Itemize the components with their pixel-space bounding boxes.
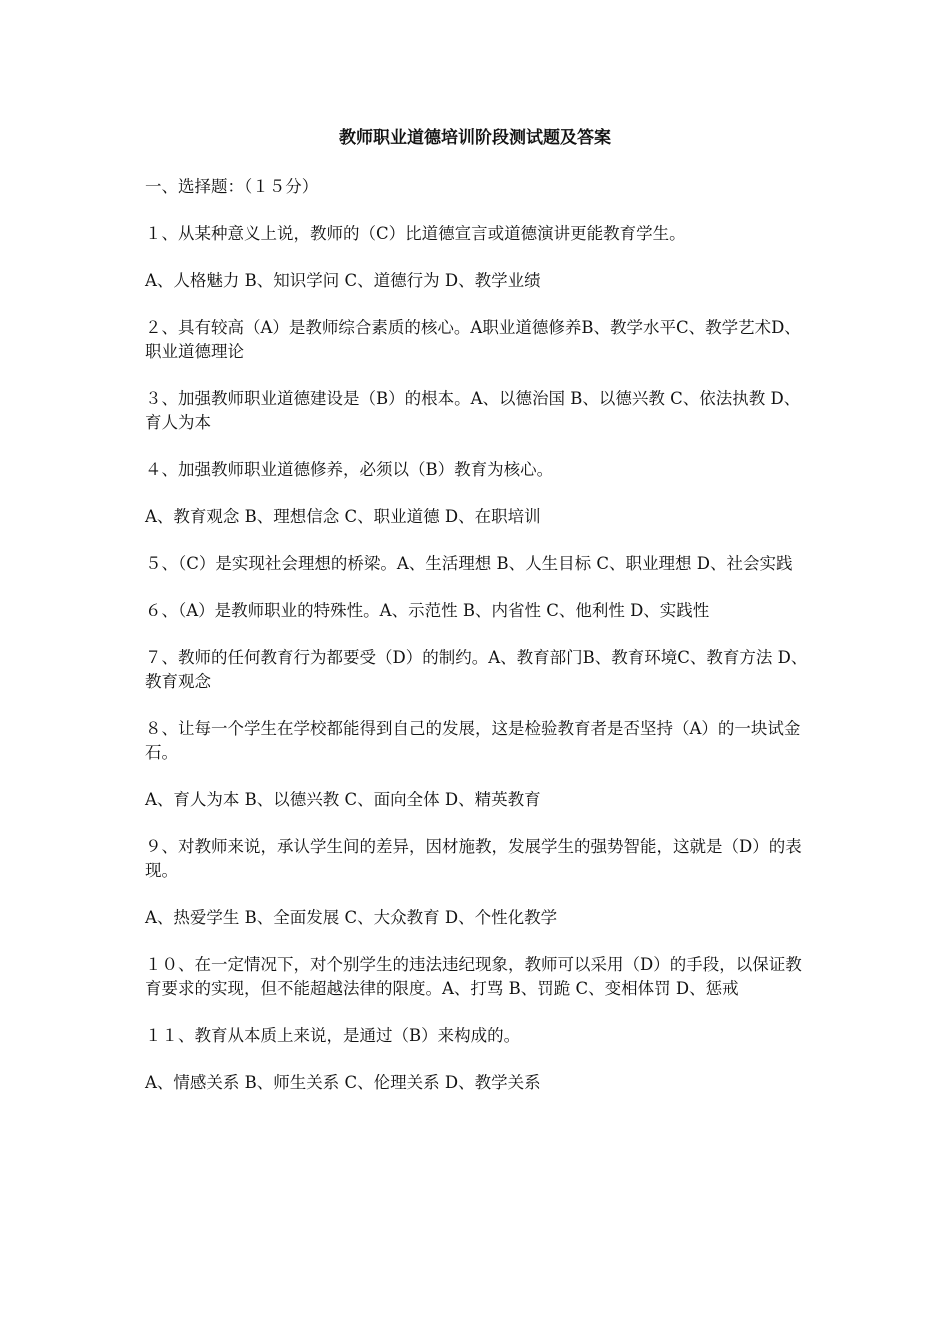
question-11: １１、教育从本质上来说，是通过（B）来构成的。 [145, 1026, 521, 1045]
question-1-options: A、人格魅力 B、知识学问 C、道德行为 D、教学业绩 [145, 271, 541, 290]
question-4: ４、加强教师职业道德修养，必须以（B）教育为核心。 [145, 460, 554, 479]
question-8-options: A、育人为本 B、以德兴教 C、面向全体 D、精英教育 [145, 790, 541, 809]
question-9: ９、对教师来说，承认学生间的差异，因材施教，发展学生的强势智能，这就是（D）的表现。 [145, 837, 802, 880]
section-heading: 一、选择题：（１５分） [145, 177, 319, 196]
question-3: ３、加强教师职业道德建设是（B）的根本。A、以德治国 B、以德兴教 C、依法执教 D、育人为本 [145, 389, 801, 432]
question-4-options: A、教育观念 B、理想信念 C、职业道德 D、在职培训 [145, 507, 541, 526]
question-1: １、从某种意义上说，教师的（C）比道德宣言或道德演讲更能教育学生。 [145, 224, 686, 243]
question-7: ７、教师的任何教育行为都要受（D）的制约。A、教育部门B、教育环境C、教育方法 D、教育观念 [145, 648, 808, 691]
question-11-options: A、情感关系 B、师生关系 C、伦理关系 D、教学关系 [145, 1073, 541, 1092]
question-9-options: A、热爱学生 B、全面发展 C、大众教育 D、个性化教学 [145, 908, 558, 927]
question-2: ２、具有较高（A）是教师综合素质的核心。A职业道德修养B、教学水平C、教学艺术D、职业道德理论 [145, 318, 801, 361]
document-body [145, 175, 810, 1118]
question-5: ５、（C）是实现社会理想的桥梁。A、生活理想 B、人生目标 C、职业理想 D、社会实践 [145, 554, 793, 573]
question-10: １０、在一定情况下，对个别学生的违法违纪现象，教师可以采用（D）的手段，以保证教育要求的实现，但不能超越法律的限度。A、打骂 B、罚跪 C、变相体罚 D、惩戒 [145, 955, 802, 998]
question-6: ６、（A）是教师职业的特殊性。A、示范性 B、内省性 C、他利性 D、实践性 [145, 601, 710, 620]
question-8: ８、让每一个学生在学校都能得到自己的发展，这是检验教育者是否坚持（A）的一块试金石。 [145, 719, 801, 762]
document-title: 教师职业道德培训阶段测试题及答案 [339, 128, 611, 148]
